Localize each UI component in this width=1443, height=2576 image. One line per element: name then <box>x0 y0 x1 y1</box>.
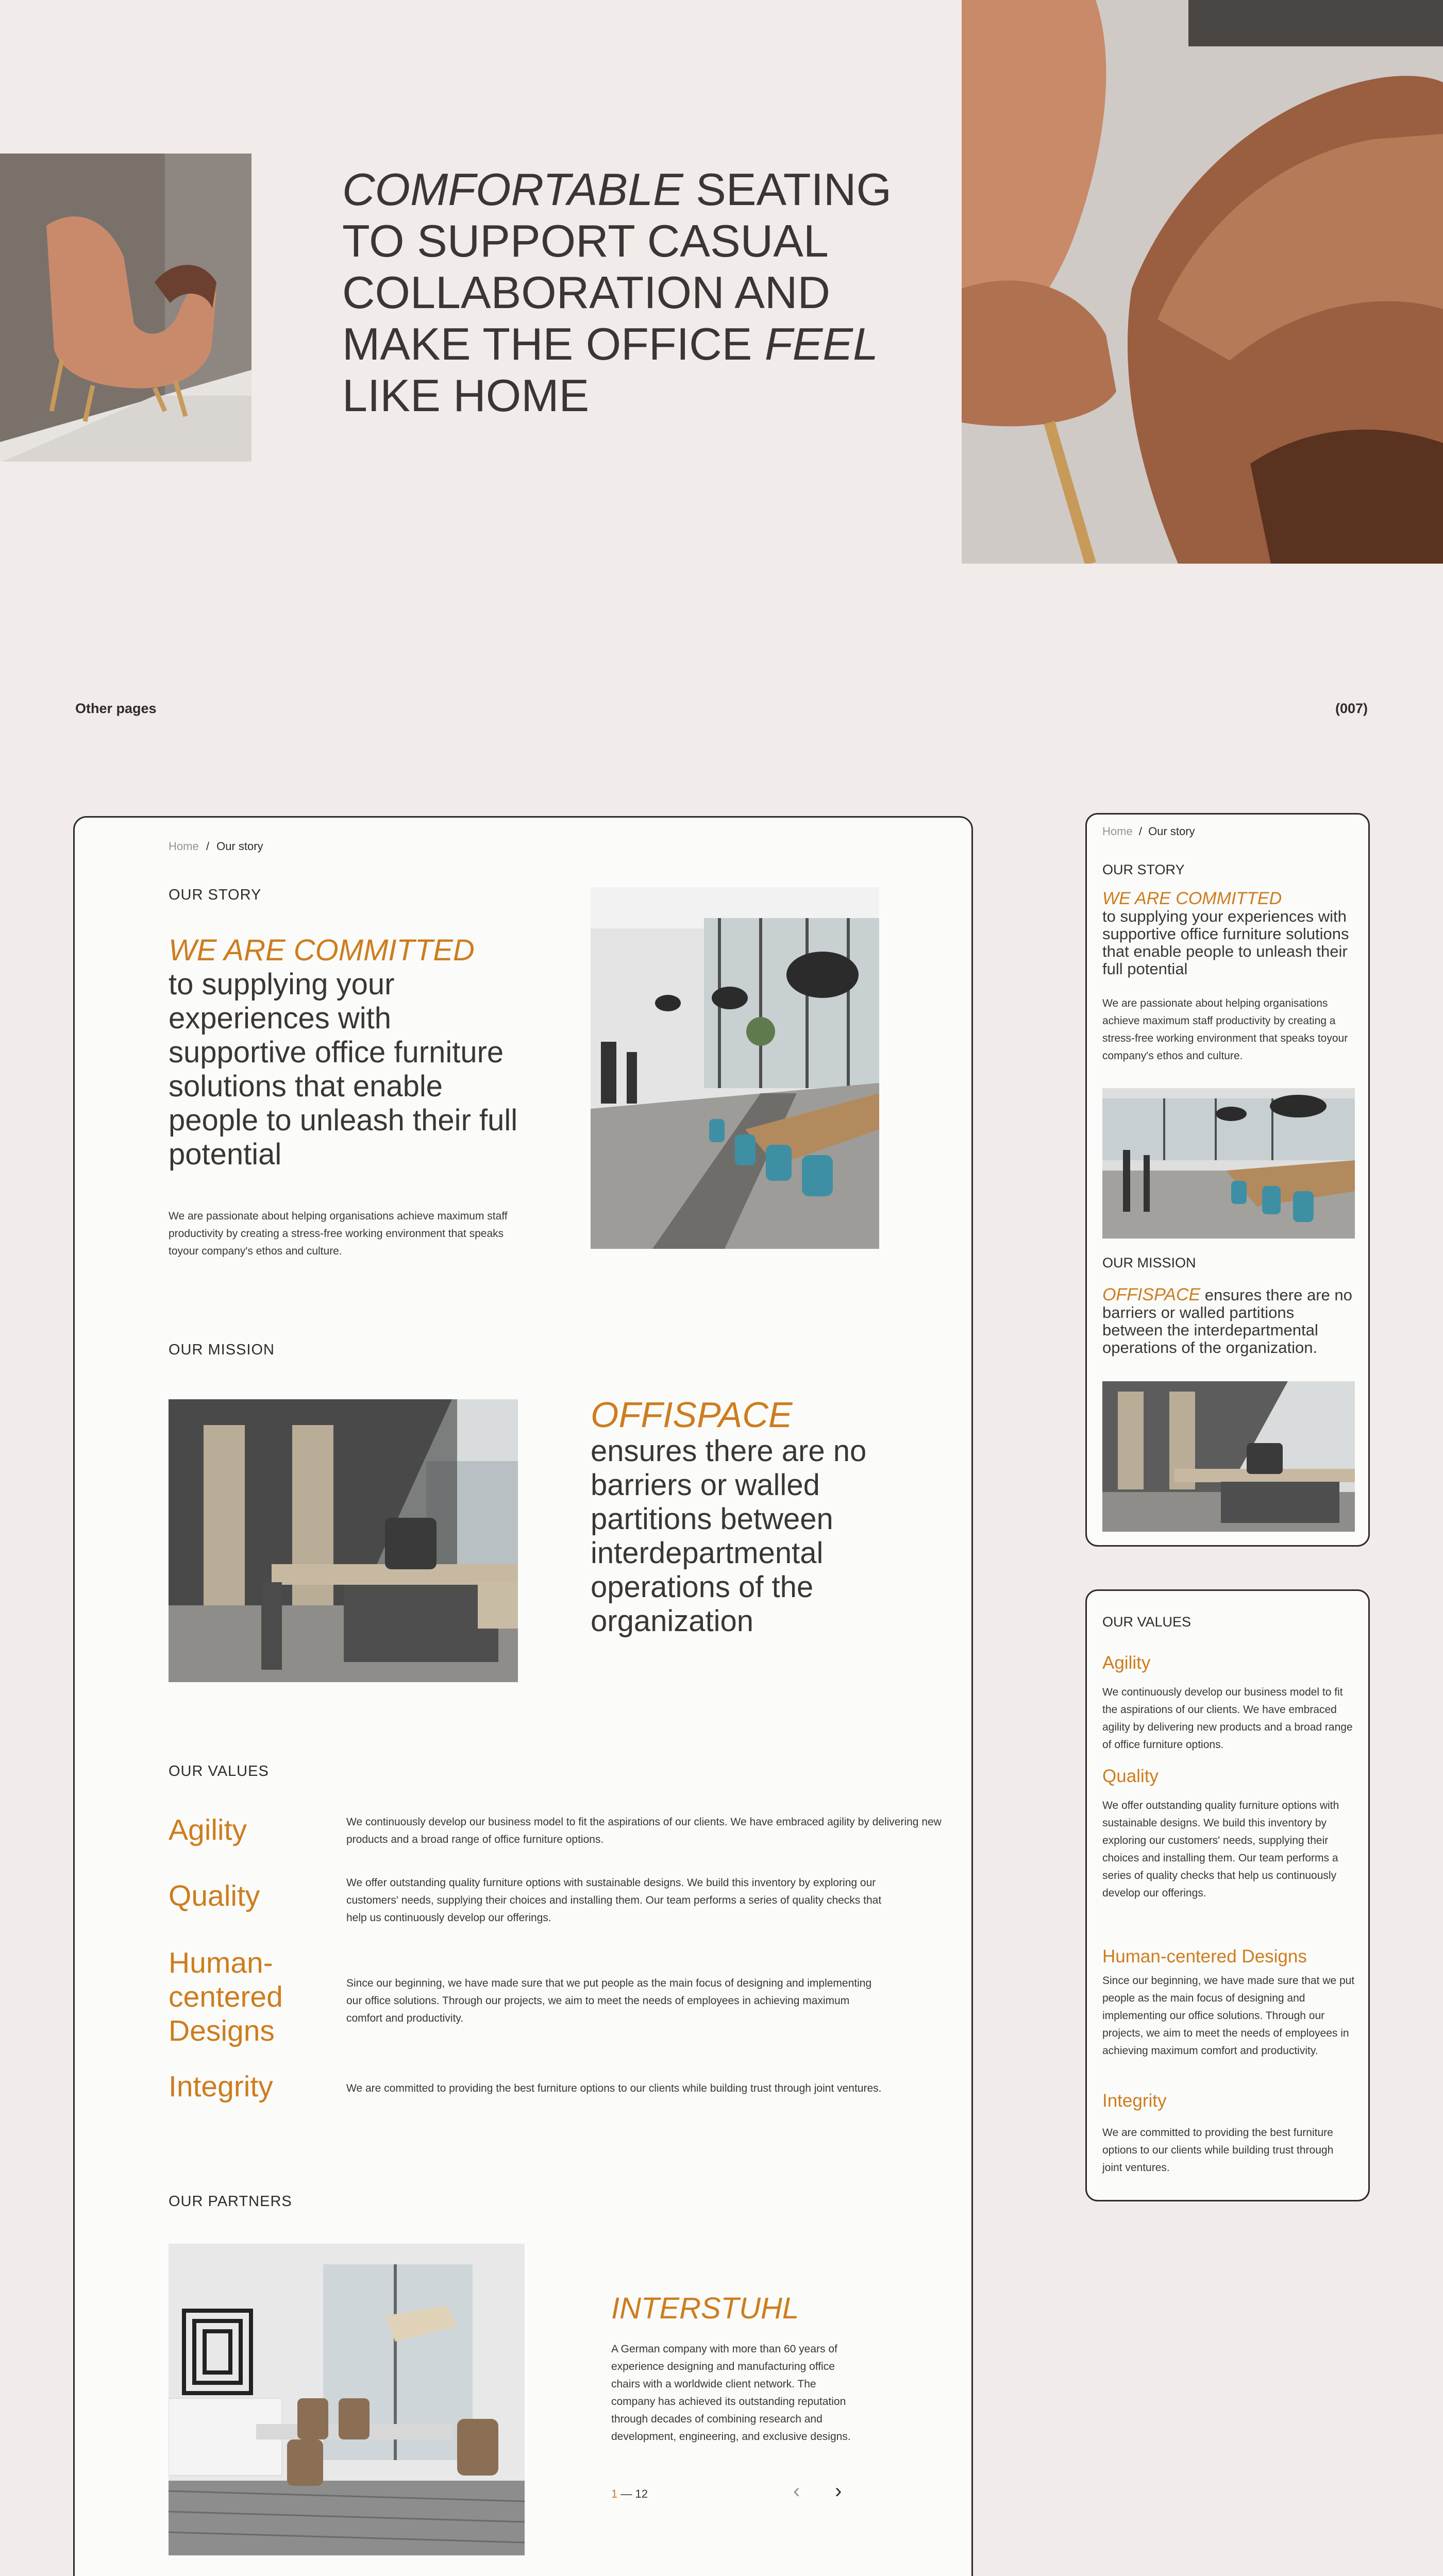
pager <box>611 2487 648 2501</box>
mobile-mission-headline-text: ensures there are no barriers or walled partitions between the interdepartmental operations of the organization. <box>1102 1286 1352 1357</box>
mobile-mission-headline <box>1102 1286 1355 1357</box>
meeting-room-image <box>169 2244 525 2555</box>
mobile-value-name-agility: Agility <box>1102 1653 1151 1673</box>
story-headline-text: to supplying your experiences with supportive office furniture solutions that enable people to unleash their full potential <box>169 968 518 1171</box>
hero-headline-part-2: LIKE HOME <box>342 370 590 421</box>
mobile-value-text-human-centered: Since our beginning, we have made sure that we put people as the main focus of designing and implementing our office solutions. Through our projects, we aim to meet the needs of employees in achieving maximum comfort and productivity. <box>1102 1975 1355 2057</box>
desk-workspace-image <box>169 1399 518 1682</box>
mission-headline-text: ensures there are no barriers or walled partitions between interdepartmental operations of the organization <box>591 1434 867 1638</box>
mobile-story-body: We are passionate about helping organisations achieve maximum staff productivity by creating a stress-free working environment that speaks toyour company's ethos and culture. <box>1102 997 1348 1062</box>
mobile-value-text-integrity: We are committed to providing the best furniture options to our clients while building trust through joint ventures. <box>1102 2127 1334 2174</box>
office-interior-image <box>591 887 879 1249</box>
mission-headline <box>591 1395 910 1638</box>
hero-chair-thumbnail <box>0 154 251 462</box>
pager-current: 1 <box>611 2487 618 2500</box>
mobile-story-preview <box>1085 813 1370 1547</box>
value-name-quality: Quality <box>169 1879 260 1912</box>
mobile-mission-label: OUR MISSION <box>1102 1255 1196 1270</box>
mobile-breadcrumb-separator: / <box>1138 825 1142 838</box>
mobile-office-image <box>1102 1088 1355 1239</box>
story-body: We are passionate about helping organisations achieve maximum staff productivity by creating a stress-free working environment that speaks toyour company's ethos and culture. <box>169 1210 508 1257</box>
mobile-story-headline-text: to supplying your experiences with supportive office furniture solutions that enable people to unleash their full potential <box>1102 907 1349 978</box>
mobile-value-name-integrity: Integrity <box>1102 2091 1167 2111</box>
value-name-human-centered: Human-centered Designs <box>169 1946 283 2047</box>
hero-headline <box>342 164 930 421</box>
mobile-breadcrumb-current: Our story <box>1148 825 1195 838</box>
value-name-integrity: Integrity <box>169 2070 273 2103</box>
story-highlight: WE ARE COMMITTED <box>169 934 475 967</box>
partner-name: INTERSTUHL <box>611 2292 799 2325</box>
breadcrumb-home-link[interactable]: Home <box>169 840 199 853</box>
story-headline <box>169 934 524 1172</box>
mobile-values-label: OUR VALUES <box>1102 1614 1192 1630</box>
hero-chair-closeup <box>962 0 1443 564</box>
mission-section-label: OUR MISSION <box>169 1342 275 1358</box>
desktop-page-preview <box>73 816 973 2576</box>
pager-separator: — <box>617 2487 635 2500</box>
mobile-breadcrumb <box>1102 825 1195 838</box>
breadcrumb-current: Our story <box>216 840 263 853</box>
value-text-human-centered: Since our beginning, we have made sure that we put people as the main focus of designing and implementing our office solutions. Through our projects, we aim to meet the needs of employees in achieving maximum comfort and productivity. <box>346 1977 872 2024</box>
mobile-value-text-quality: We offer outstanding quality furniture options with sustainable designs. We build this inventory by exploring our customers' needs, supplying their choices and installing them. Our team performs a series of quality checks that help us continuously develop our offerings. <box>1102 1800 1339 1899</box>
mobile-desk-image <box>1102 1381 1355 1532</box>
mobile-breadcrumb-home-link[interactable]: Home <box>1102 825 1133 838</box>
mobile-story-headline <box>1102 890 1355 978</box>
value-text-integrity: We are committed to providing the best furniture options to our clients while building trust through joint ventures. <box>346 2082 882 2094</box>
hero-headline-italic-2: FEEL <box>764 318 878 369</box>
other-pages-label: Other pages <box>75 701 157 716</box>
breadcrumb-separator: / <box>206 840 209 853</box>
value-name-agility: Agility <box>169 1814 247 1846</box>
partners-section-label: OUR PARTNERS <box>169 2193 292 2210</box>
chair-closeup-image <box>962 0 1443 564</box>
mission-highlight: OFFISPACE <box>591 1395 793 1435</box>
hero-headline-italic-1: COMFORTABLE <box>342 164 683 215</box>
pages-count: (007) <box>1335 701 1368 716</box>
values-section-label: OUR VALUES <box>169 1763 269 1780</box>
mobile-value-name-human-centered: Human-centered Designs <box>1102 1946 1307 1967</box>
next-arrow-icon[interactable]: › <box>835 2480 842 2502</box>
value-text-quality: We offer outstanding quality furniture options with sustainable designs. We build this inventory by exploring our customers' needs, supplying their choices and installing them. Our team performs a series of quality checks that help us continuously develop our offerings. <box>346 1877 882 1924</box>
prev-arrow-icon[interactable]: ‹ <box>793 2480 800 2502</box>
value-text-agility: We continuously develop our business model to fit the aspirations of our clients. We have embraced agility by delivering new products and a broad range of office furniture options. <box>346 1816 942 1845</box>
hero-headline-part-1: SEATING TO SUPPORT CASUAL COLLABORATION AND MAKE THE OFFICE <box>342 164 892 369</box>
armchair-image <box>0 154 251 462</box>
story-section-label: OUR STORY <box>169 887 262 903</box>
mobile-story-highlight: WE ARE COMMITTED <box>1102 889 1282 908</box>
mobile-mission-highlight: OFFISPACE <box>1102 1285 1201 1304</box>
breadcrumb <box>169 840 263 853</box>
pager-total: 12 <box>635 2487 648 2500</box>
mobile-story-label: OUR STORY <box>1102 862 1185 877</box>
partner-description: A German company with more than 60 years of experience designing and manufacturing office chairs with a worldwide client network. The company has achieved its outstanding reputation through decades of combining research and development, engineering, and exclusive designs. <box>611 2343 851 2443</box>
mobile-value-name-quality: Quality <box>1102 1766 1159 1786</box>
mobile-value-text-agility: We continuously develop our business model to fit the aspirations of our clients. We have embraced agility by delivering new products and a broad range of office furniture options. <box>1102 1686 1353 1751</box>
mobile-values-preview <box>1085 1589 1370 2201</box>
